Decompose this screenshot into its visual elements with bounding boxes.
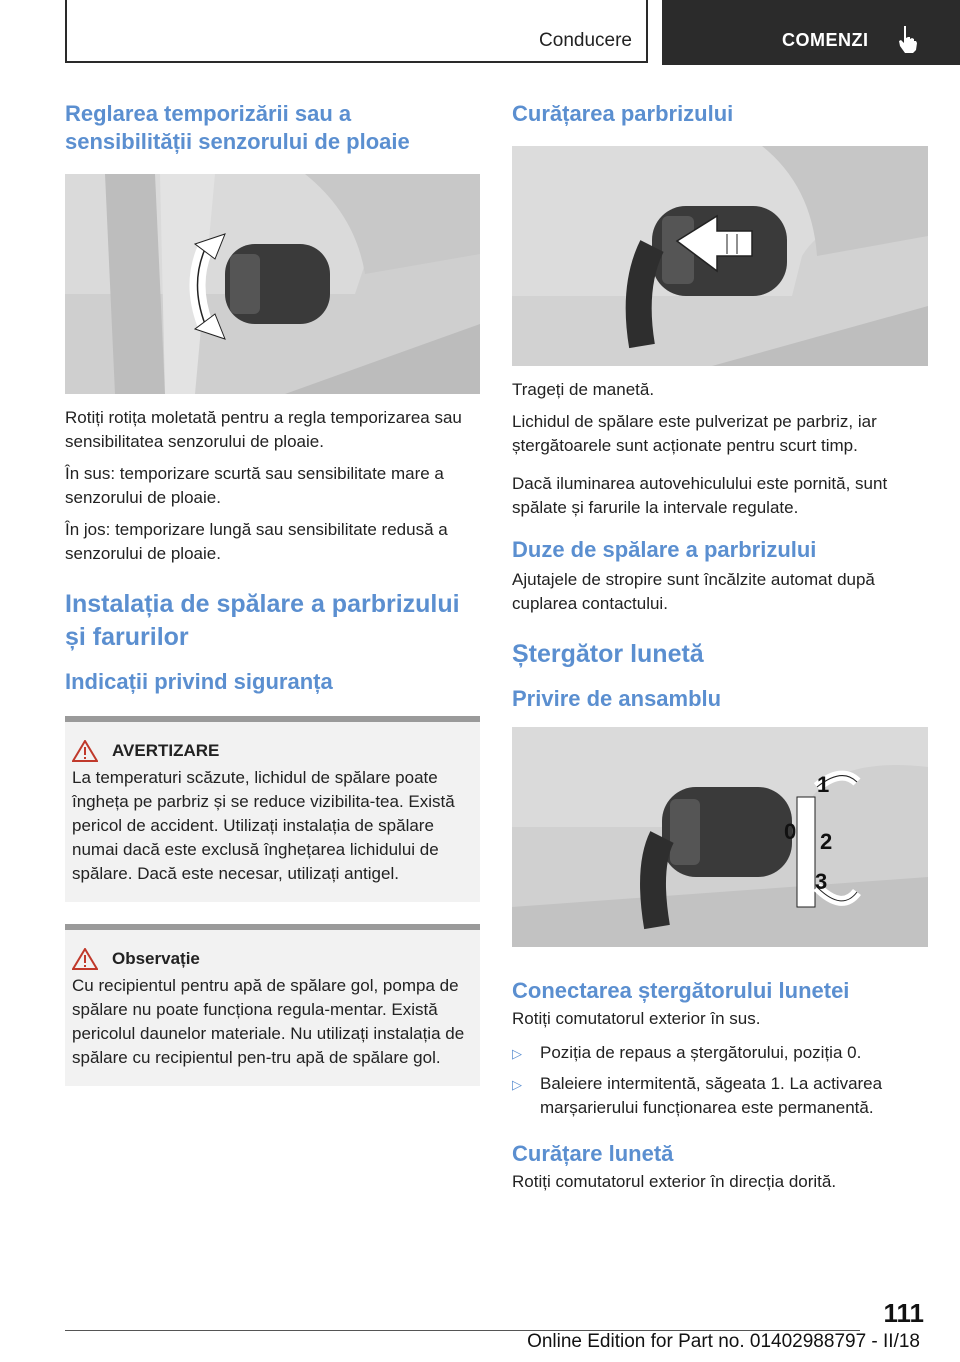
notice-text: Cu recipientul pentru apă de spălare gol, pompa de spălare nu poate funcționa regula-mentar. Există pericolul daunelor materiale. Nu utilizați instalația de spălare cu recipientul pen-tru apă de spălare gol. [72,976,465,1067]
figure-rear-wiper-positions [512,727,928,947]
para-rotate-up: Rotiți comutatorul exterior în sus. [512,1009,761,1028]
heading-clean-windshield: Curățarea parbrizului [512,101,734,126]
edition-text: Online Edition for Part no. 01402988797 - II/18 [527,1331,920,1352]
para-nozzles: Ajutajele de stropire sunt încălzite automat după cuplarea contactului. [512,570,875,613]
label-position-2: 2 [820,829,833,854]
para-up: În sus: temporizare scurtă sau sensibilitate mare a senzorului de ploaie. [65,464,444,507]
figure-rain-sensor-wheel [65,174,480,394]
header-left-box [65,0,648,63]
label-position-1: 1 [817,772,830,797]
bullet-text: Poziția de repaus a ștergătorului, poziția 0. [540,1043,862,1062]
figure-pull-lever [512,146,928,366]
para-rear-clean: Rotiți comutatorul exterior în direcția dorită. [512,1172,837,1191]
para-rotate-wheel: Rotiți rotița moletată pentru a regla temporizarea sau sensibilitatea senzorului de ploaie. [65,408,462,451]
list-item [512,1072,928,1120]
heading-nozzles: Duze de spălare a parbrizului [512,537,817,562]
list-item [512,1041,928,1066]
bullet-triangle-icon: ▷ [512,1077,522,1092]
heading-overview: Privire de ansamblu [512,686,722,711]
heading-washer-system: Instalația de spălare a parbrizului și farurilor [65,590,460,651]
warning-box [65,716,480,902]
para-pull-lever: Trageți de manetă. [512,380,655,399]
notice-title: Observație [112,949,200,968]
heading-connect-rear-wiper: Conectarea ștergătorului lunetei [512,978,850,1003]
header-tab[interactable] [662,0,960,65]
bullet-text: Baleiere intermitentă, săgeata 1. La activarea marșarierului funcționarea este permanentă. [540,1074,883,1117]
para-spray: Lichidul de spălare este pulverizat pe parbriz, iar ștergătoarele sunt acționate pentru scurt timp. [512,412,877,455]
hand-pointer-icon [896,24,918,54]
right-column [512,100,928,1202]
label-position-0: 0 [784,819,797,844]
bullet-triangle-icon: ▷ [512,1046,522,1061]
heading-rear-clean: Curățare lunetă [512,1141,674,1166]
tab-comenzi-label: COMENZI [782,30,869,50]
section-title: Conducere [539,30,632,51]
page-number: 111 [883,1298,924,1328]
heading-safety: Indicații privind siguranța [65,669,333,694]
warning-text: La temperaturi scăzute, lichidul de spălare poate îngheța pe parbriz și se reduce vizibilita-tea. Există pericol de accident. Utilizați instalația de spălare numai dacă este exclusă înghețarea lichidului de spălare. Dacă este necesar, utilizați antigel. [72,768,455,883]
para-headlights: Dacă iluminarea autovehiculului este pornită, sunt spălate și farurile la intervale regulate. [512,474,888,517]
heading-sensitivity: Reglarea temporizării sau a sensibilității senzorului de ploaie [65,101,410,154]
para-down: În jos: temporizare lungă sau sensibilitate redusă a senzorului de ploaie. [65,520,448,563]
label-position-3: 3 [815,869,828,894]
left-column [65,100,480,1086]
notice-box [65,924,480,1086]
warning-triangle-icon [72,740,98,762]
warning-title: AVERTIZARE [112,741,220,760]
heading-rear-wiper: Ștergător lunetă [512,640,704,668]
notice-triangle-icon [72,948,98,970]
